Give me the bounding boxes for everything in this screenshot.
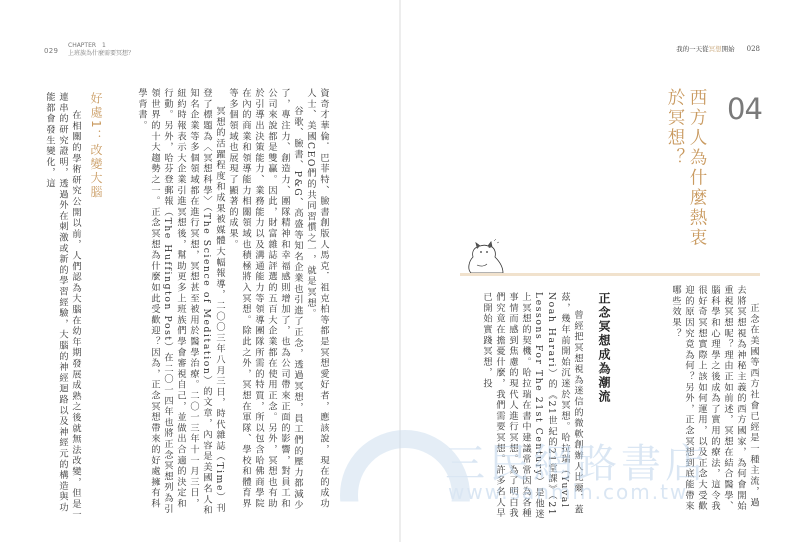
book-title-accent: 冥想: [708, 45, 722, 53]
right-intro-body: [669, 285, 760, 515]
running-head-chapter: [68, 42, 134, 58]
watermark-url: www.sanmin.com.tw: [448, 480, 689, 504]
paragraph: 正念在美國等西方社會已經是一種主流，過去將冥想視為神秘主義的西方國家，為何會開始重視冥想呢？理由正如前述，冥想在結合醫學、腦科學和心理學之後成為了實用的療法，這令我很好奇冥想實際上該如何運用，以及正念大受歡迎的原因究竟為何？另外，正念冥想到底能帶來哪些效果？: [670, 285, 759, 512]
watermark-logo-icon: [340, 430, 470, 560]
watermark-store-name: 三民網路書店: [445, 441, 709, 487]
cat-illustration: [463, 235, 511, 275]
right-section-body: [462, 292, 584, 522]
right-page-header: [676, 44, 760, 53]
chapter-label: CHAPTER 1: [68, 42, 106, 49]
paragraph: 冥想的活躍程度和成果被媒體大幅報導，二〇〇三年八月三日，時代雜誌（Time）刊登了標題為〈冥想科學〉（The Science of Meditation）的文章，內容是美國名人和知名企業等多個領域都在進行冥想，冥想甚至被用於醫學治療。二〇一三年十一月三日，紐約時報表示大企業引進冥想後，幫助更多上班族們學會審視自己，並做出合適的決定和行動。另外，哈芬登郵報（The Huffington Post）在二〇一四年也將正念冥想列為引領世界的十大趨勢之一。正念冥想為什麼如此受歡迎？因為，正念冥想帶來的好處擁有科學背書。: [136, 88, 225, 516]
paragraph: 曾經把冥想視為迷信的微軟創辦人比爾．蓋茲，幾年前開始沉迷於冥想。哈拉瑞（Yuval Noah Harari）的《21世紀的21堂課》（21 Lessons For The 21st Century）是他迷上冥想的契機。哈拉瑞在書中建議常常因為各種事情而感到焦慮的現代人進行冥想。為了明白我們究竟在擔憂什麼，我們需要冥想。許多名人早已開始實踐冥想，投: [481, 292, 583, 520]
left-page-body: [135, 88, 330, 518]
chapter-title: 西方人為什麼熱衷於冥想？: [665, 88, 707, 248]
book-title-suffix: 開始: [721, 45, 735, 53]
paragraph: 資奇才華倫．巴菲特、臉書創版人馬克．祖克柏等都是冥想愛好者，應該說，現在的成功人士、美國CEO們的共同習慣之一，就是冥想。: [305, 88, 329, 510]
subsection-body: [42, 92, 82, 522]
chapter-subtitle: 上班族為什麼需要冥想？: [68, 50, 135, 57]
left-page-number: 029: [44, 47, 59, 55]
section-title: 正念冥想成為潮流: [597, 292, 611, 404]
paragraph: 谷歌、臉書、P&G、高盛等知名企業也引進了正念，透過冥想，員工們的壓力都減少了，專注力、創造力、團隊精神和幸福感則增加了，也為公司帶來正面的影響，對員工和公司來說都是雙贏。因此，財富雜誌評選的五百大企業都在使用正念。另外，冥想也有助於引導出決策能力、業務能力以及溝通能力等領導團隊所需的特質，所以包含哈佛商學院在內的商業和領導能力相關領域也積極將入冥想。除此之外，冥想在軍隊、學校和體育界等多個領域也展現了顯著的成果。: [227, 88, 303, 511]
paragraph: 在相關的學術研究公開以前，人們認為大腦在幼年期發展成熟之後就無法改變，但是一連串的研究證明，透過外在刺激或新的學習經驗，大腦的神經迴路以及神經元的構造與功能都會發生變化，這: [44, 92, 81, 521]
page-gutter: [399, 0, 401, 542]
chapter-number: 04: [727, 92, 762, 126]
book-title-prefix: 我的一天從: [676, 45, 709, 53]
subsection-title: 好處1：改變大腦: [89, 92, 103, 200]
right-page-number: 028: [746, 45, 760, 53]
chapter-divider: [460, 273, 760, 276]
